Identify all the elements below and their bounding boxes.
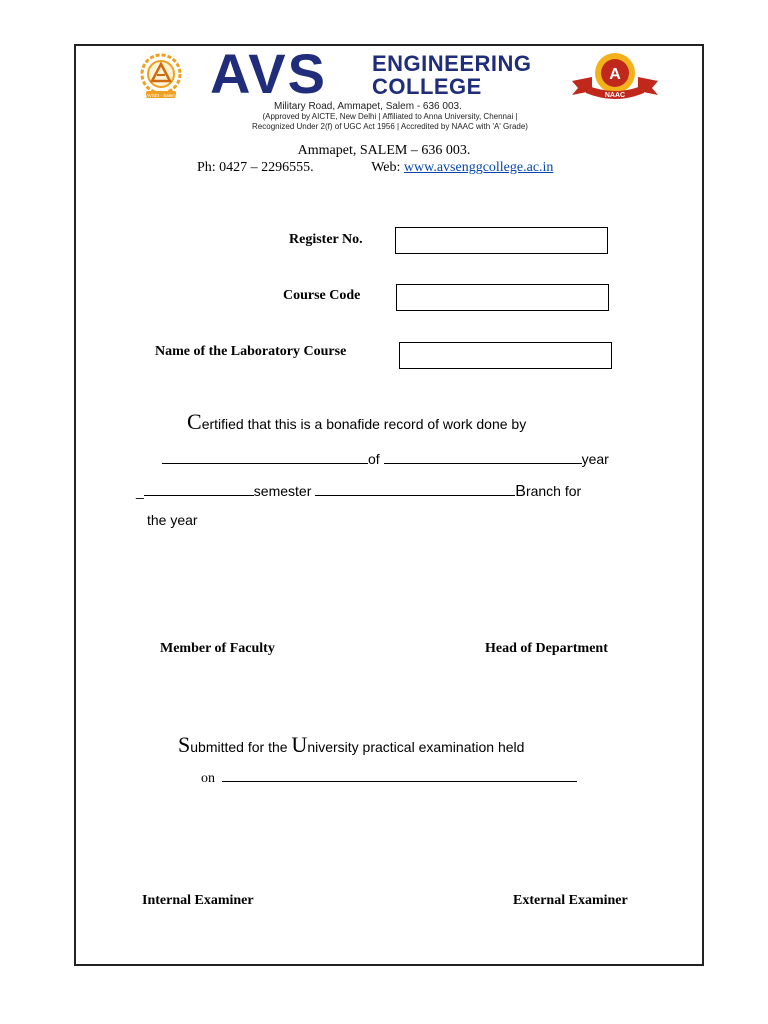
cert-branch-text: ranch for (525, 483, 582, 499)
submission-on-label: on (201, 771, 215, 786)
course-code-field[interactable] (396, 284, 609, 311)
member-of-faculty-label: Member of Faculty (160, 641, 275, 656)
brand-engineering: ENGINEERING (372, 51, 532, 76)
page-border (74, 44, 704, 966)
exam-date-blank[interactable] (222, 767, 577, 782)
approval-line-1: (Approved by AICTE, New Delhi | Affiliated to Anna University, Chennai | (262, 112, 518, 121)
submission-line (178, 732, 524, 758)
lab-course-label: Name of the Laboratory Course (155, 344, 347, 359)
submission-date-line (201, 767, 577, 787)
external-examiner-label: External Examiner (513, 893, 628, 908)
cert-initial: C (187, 409, 202, 434)
submission-text-1: ubmitted for the (190, 739, 292, 755)
naac-grade: A (609, 66, 621, 83)
brand-avs: AVS (210, 42, 327, 105)
semester-blank[interactable] (144, 481, 254, 496)
cert-semester-lead: _ (136, 483, 144, 499)
course-code-label: Course Code (283, 288, 361, 303)
certification-line-3 (136, 481, 581, 501)
submission-initial-s: S (178, 732, 191, 757)
year-blank[interactable] (384, 449, 582, 464)
brand-college: COLLEGE (372, 74, 482, 99)
contact-address: Ammapet, SALEM – 636 003. (297, 143, 471, 158)
naac-label: NAAC (604, 92, 626, 99)
contact-line (197, 160, 553, 176)
certification-line-1 (187, 409, 526, 435)
branch-blank[interactable] (315, 481, 515, 496)
approval-line-2: Recognized Under 2(f) of UGC Act 1956 | Accredited by NAAC with 'A' Grade) (252, 121, 528, 131)
naac-badge-icon (570, 51, 660, 103)
college-logo-icon (130, 53, 192, 99)
letterhead-approval (222, 112, 558, 131)
contact-phone: Ph: 0427 – 2296555. (197, 160, 314, 175)
cert-branch-initial: B (515, 483, 526, 500)
student-name-blank[interactable] (162, 449, 368, 464)
cert-semester: semester (253, 483, 312, 499)
certification-line-4: the year (147, 512, 198, 528)
web-label: Web: (371, 160, 401, 175)
website-link[interactable]: www.avsenggcollege.ac.in (403, 160, 554, 175)
certification-line-2 (162, 449, 609, 467)
submission-initial-u: U (291, 732, 308, 757)
register-no-field[interactable] (395, 227, 608, 254)
internal-examiner-label: Internal Examiner (142, 893, 254, 908)
college-logo-text: AVSEI - Salem (146, 93, 176, 98)
letterhead-address: Military Road, Ammapet, Salem - 636 003. (274, 101, 462, 112)
lab-course-field[interactable] (399, 342, 612, 369)
head-of-department-label: Head of Department (485, 641, 608, 656)
cert-line1-text: ertified that this is a bonafide record of work done by (201, 416, 527, 432)
cert-of: of (368, 451, 380, 467)
cert-year: year (581, 451, 609, 467)
submission-text-2: niversity practical examination held (307, 739, 525, 755)
register-no-label: Register No. (289, 232, 363, 247)
